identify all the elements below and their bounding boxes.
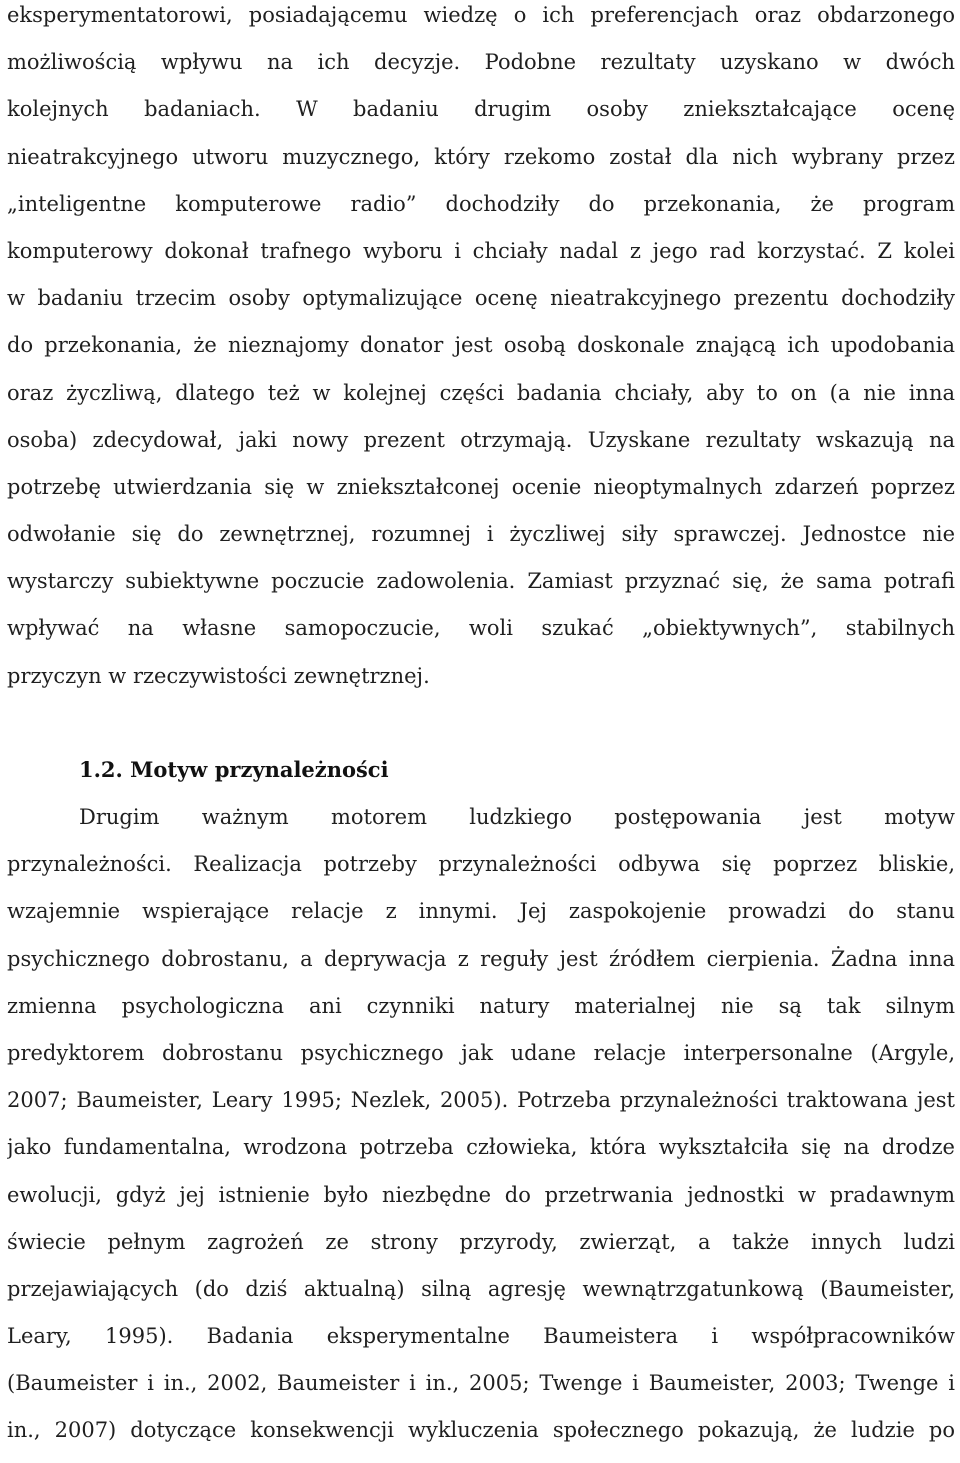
text-line: możliwością wpływu na ich decyzje. Podobne rezultaty uzyskano w dwóch (7, 50, 955, 75)
text-line: Drugim ważnym motorem ludzkiego postępowania jest motyw (79, 805, 955, 829)
text-line: w badaniu trzecim osoby optymalizujące ocenę nieatrakcyjnego prezentu dochodziły (7, 286, 955, 311)
text-line: potrzebę utwierdzania się w zniekształconej ocenie nieoptymalnych zdarzeń poprzez (7, 474, 955, 499)
text-line: psychicznego dobrostanu, a deprywacja z reguły jest źródłem cierpienia. Żadna inna (7, 946, 955, 971)
text-line: predyktorem dobrostanu psychicznego jak udane relacje interpersonalne (Argyle, (7, 1040, 955, 1065)
document-page (7, 0, 955, 1463)
text-line: do przekonania, że nieznajomy donator jest osobą doskonale znającą ich upodobania (7, 333, 955, 358)
text-line: przejawiających (do dziś aktualną) silną agresję wewnątrzgatunkową (Baumeister, (7, 1276, 955, 1301)
text-line: wpływać na własne samopoczucie, woli szukać „obiektywnych”, stabilnych (7, 616, 955, 641)
text-line: „inteligentne komputerowe radio” dochodziły do przekonania, że program (7, 191, 955, 216)
text-line: oraz życzliwą, dlatego też w kolejnej części badania chciały, aby to on (a nie inna (7, 380, 955, 405)
text-line: (Baumeister i in., 2002, Baumeister i in., 2005; Twenge i Baumeister, 2003; Twenge i (7, 1371, 955, 1396)
paragraph-gap (7, 708, 955, 755)
text-line: przyczyn w rzeczywistości zewnętrznej. (7, 663, 430, 688)
text-line: wystarczy subiektywne poczucie zadowolenia. Zamiast przyznać się, że sama potrafi (7, 569, 955, 594)
text-line: wzajemnie wspierające relacje z innymi. Jej zaspokojenie prowadzi do stanu (7, 899, 955, 924)
text-line: kolejnych badaniach. W badaniu drugim osoby zniekształcające ocenę (7, 97, 955, 122)
text-line: komputerowy dokonał trafnego wyboru i chciały nadal z jego rad korzystać. Z kolei (7, 238, 955, 263)
text-line: ewolucji, gdyż jej istnienie było niezbędne do przetrwania jednostki w pradawnym (7, 1182, 955, 1207)
text-line: in., 2007) dotyczące konsekwencji wykluczenia społecznego pokazują, że ludzie po (7, 1418, 955, 1443)
text-line: osoba) zdecydował, jaki nowy prezent otrzymają. Uzyskane rezultaty wskazują na (7, 427, 955, 452)
text-line: zmienna psychologiczna ani czynniki natury materialnej nie są tak silnym (7, 993, 955, 1018)
text-line: nieatrakcyjnego utworu muzycznego, który rzekomo został dla nich wybrany przez (7, 144, 955, 169)
text-line: świecie pełnym zagrożeń ze strony przyrody, zwierząt, a także innych ludzi (7, 1229, 955, 1254)
paragraph-1 (7, 0, 955, 708)
section-heading: 1.2. Motyw przynależności (79, 756, 389, 782)
text-line: eksperymentatorowi, posiadającemu wiedzę o ich preferencjach oraz obdarzonego (7, 3, 955, 27)
text-line: 2007; Baumeister, Leary 1995; Nezlek, 2005). Potrzeba przynależności traktowana jest (7, 1088, 955, 1113)
text-line: Leary, 1995). Badania eksperymentalne Baumeistera i współpracowników (7, 1324, 955, 1349)
text-line: jako fundamentalna, wrodzona potrzeba człowieka, która wykształciła się na drodze (7, 1135, 955, 1160)
text-line: przynależności. Realizacja potrzeby przynależności odbywa się poprzez bliskie, (7, 852, 955, 877)
text-line: odwołanie się do zewnętrznej, rozumnej i życzliwej siły sprawczej. Jednostce nie (7, 522, 955, 547)
paragraph-2 (7, 802, 955, 1463)
